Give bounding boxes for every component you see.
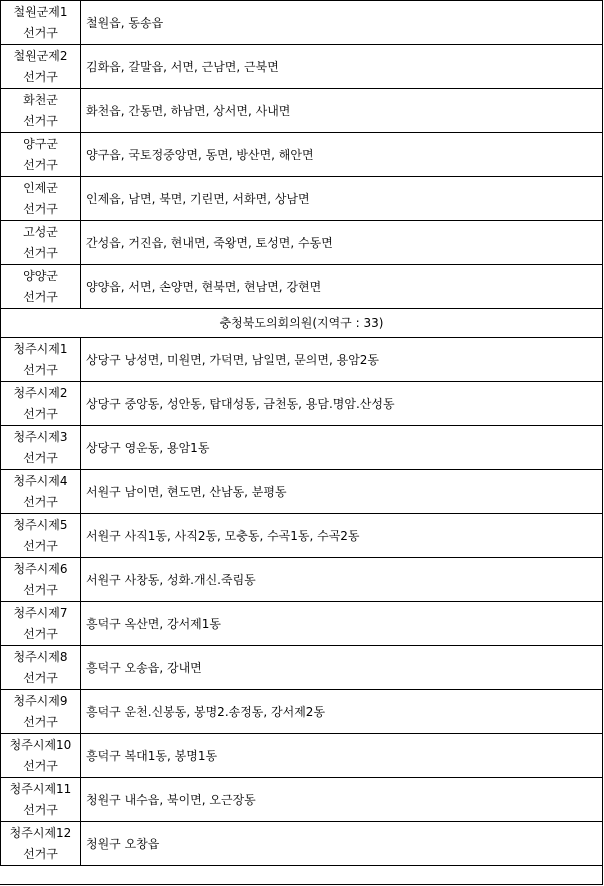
district-row: [1, 602, 603, 646]
district-row: [1, 426, 603, 470]
district-suffix: 선거구: [23, 25, 58, 40]
district-name-cell: [1, 133, 81, 177]
district-suffix: 선거구: [23, 626, 58, 641]
district-suffix: 선거구: [23, 758, 58, 773]
district-areas: 상당구 중앙동, 성안동, 탑대성동, 금천동, 용담.명암.산성동: [81, 382, 603, 426]
district-row: [1, 382, 603, 426]
district-name: 양구군: [23, 136, 58, 151]
district-suffix: 선거구: [23, 670, 58, 685]
district-suffix: 선거구: [23, 245, 58, 260]
district-areas: 흥덕구 운천.신봉동, 봉명2.송정동, 강서제2동: [81, 690, 603, 734]
district-name-cell: [1, 45, 81, 89]
district-areas: 흥덕구 복대1동, 봉명1동: [81, 734, 603, 778]
district-suffix: 선거구: [23, 450, 58, 465]
district-name-cell: [1, 646, 81, 690]
district-areas: 양구읍, 국토정중앙면, 동면, 방산면, 해안면: [81, 133, 603, 177]
district-name-cell: [1, 426, 81, 470]
district-name-cell: [1, 265, 81, 309]
district-areas: 서원구 사직1동, 사직2동, 모충동, 수곡1동, 수곡2동: [81, 514, 603, 558]
district-name: 청주시제6: [13, 561, 68, 576]
district-row: [1, 221, 603, 265]
district-name-cell: [1, 822, 81, 866]
district-name: 청주시제3: [13, 429, 68, 444]
district-areas: 화천읍, 간동면, 하남면, 상서면, 사내면: [81, 89, 603, 133]
district-name-cell: [1, 558, 81, 602]
district-name: 철원군제1: [13, 4, 68, 19]
section-header-body: [1, 309, 603, 338]
district-areas: 인제읍, 남면, 북면, 기린면, 서화면, 상남면: [81, 177, 603, 221]
district-areas: 김화읍, 갈말읍, 서면, 근남면, 근북면: [81, 45, 603, 89]
district-areas: 상당구 영운동, 용암1동: [81, 426, 603, 470]
district-areas: 서원구 남이면, 현도면, 산남동, 분평동: [81, 470, 603, 514]
district-name-cell: [1, 89, 81, 133]
district-areas: 상당구 낭성면, 미원면, 가덕면, 남일면, 문의면, 용암2동: [81, 338, 603, 382]
district-suffix: 선거구: [23, 289, 58, 304]
district-row: [1, 690, 603, 734]
district-suffix: 선거구: [23, 113, 58, 128]
district-suffix: 선거구: [23, 201, 58, 216]
district-suffix: 선거구: [23, 406, 58, 421]
district-row: [1, 133, 603, 177]
district-areas: 양양읍, 서면, 손양면, 현북면, 현남면, 강현면: [81, 265, 603, 309]
district-suffix: 선거구: [23, 362, 58, 377]
section-header-row: [1, 309, 603, 338]
district-name: 청주시제5: [13, 517, 68, 532]
district-name: 청주시제8: [13, 649, 68, 664]
district-name: 청주시제4: [13, 473, 68, 488]
district-name: 화천군: [23, 92, 58, 107]
district-name-cell: [1, 338, 81, 382]
district-row: [1, 778, 603, 822]
district-suffix: 선거구: [23, 69, 58, 84]
chungbuk-section: [1, 338, 603, 866]
district-row: [1, 45, 603, 89]
district-row: [1, 822, 603, 866]
district-areas: 서원구 사창동, 성화.개신.죽림동: [81, 558, 603, 602]
district-name-cell: [1, 778, 81, 822]
district-row: [1, 514, 603, 558]
district-row: [1, 558, 603, 602]
district-row: [1, 1, 603, 45]
district-suffix: 선거구: [23, 714, 58, 729]
district-row: [1, 89, 603, 133]
district-name: 청주시제7: [13, 605, 68, 620]
district-name: 청주시제11: [9, 781, 72, 796]
gangwon-section: [1, 1, 603, 309]
district-areas: 청원구 오창읍: [81, 822, 603, 866]
district-row: [1, 338, 603, 382]
district-areas: 청원구 내수읍, 북이면, 오근장동: [81, 778, 603, 822]
district-row: [1, 470, 603, 514]
section-header: 충청북도의회의원(지역구 : 33): [1, 309, 603, 338]
district-name-cell: [1, 690, 81, 734]
district-areas: 간성읍, 거진읍, 현내면, 죽왕면, 토성면, 수동면: [81, 221, 603, 265]
district-name: 청주시제1: [13, 341, 68, 356]
district-areas: 흥덕구 오송읍, 강내면: [81, 646, 603, 690]
district-name: 고성군: [23, 224, 58, 239]
district-name-cell: [1, 734, 81, 778]
district-name: 인제군: [23, 180, 58, 195]
district-name: 청주시제10: [9, 737, 72, 752]
district-name-cell: [1, 1, 81, 45]
district-suffix: 선거구: [23, 538, 58, 553]
district-name: 청주시제2: [13, 385, 68, 400]
district-name-cell: [1, 382, 81, 426]
district-areas: 철원읍, 동송읍: [81, 1, 603, 45]
district-row: [1, 646, 603, 690]
district-name: 청주시제12: [9, 825, 72, 840]
district-name-cell: [1, 177, 81, 221]
district-name-cell: [1, 470, 81, 514]
district-row: [1, 177, 603, 221]
district-name-cell: [1, 602, 81, 646]
district-name-cell: [1, 221, 81, 265]
district-name: 양양군: [23, 268, 58, 283]
district-suffix: 선거구: [23, 157, 58, 172]
district-row: [1, 734, 603, 778]
district-name-cell: [1, 514, 81, 558]
district-suffix: 선거구: [23, 582, 58, 597]
district-suffix: 선거구: [23, 802, 58, 817]
district-row: [1, 265, 603, 309]
district-name: 철원군제2: [13, 48, 68, 63]
district-name: 청주시제9: [13, 693, 68, 708]
district-suffix: 선거구: [23, 846, 58, 861]
district-suffix: 선거구: [23, 494, 58, 509]
district-areas: 흥덕구 옥산면, 강서제1동: [81, 602, 603, 646]
